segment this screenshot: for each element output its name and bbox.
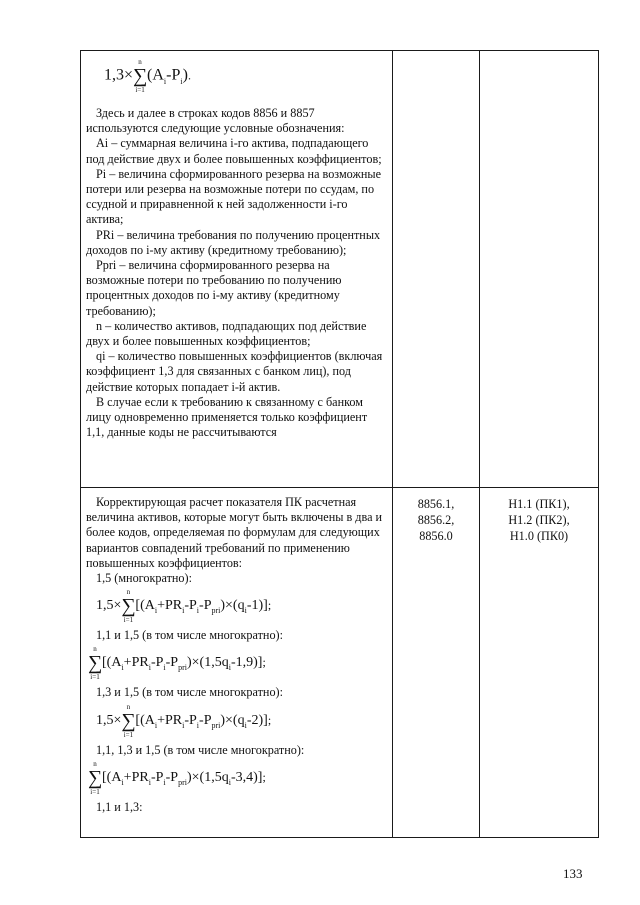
row2-intro: Корректирующая расчет показателя ПК расчетная величина активов, которые могут быть включены в два и более кодов, определяемая по формулам для следующих вариантов совпадений требований по применению повышенных коэффициентов: bbox=[86, 495, 383, 570]
row1-paragraph: PRi – величина требования по получению процентных доходов по i-му активу (кредитному требованию); bbox=[86, 227, 381, 257]
standard-item: Н1.1 (ПК1), bbox=[508, 497, 570, 511]
row2-standards-cell bbox=[480, 496, 598, 544]
formula-row1-top: 1,3× n ∑ i=1 $(A_i-P_i)$. bbox=[104, 58, 191, 94]
row1-paragraph: Ppri – величина сформированного резерва на возможные потери по требованию по получению процентных доходов по i-му активу (кредитному требованию); bbox=[86, 258, 342, 318]
code-item: 8856.1, bbox=[417, 497, 455, 511]
row1-description-cell bbox=[86, 58, 386, 440]
code-item: 8856.0 bbox=[419, 529, 453, 543]
case5-label: 1,1 и 1,3: bbox=[96, 799, 143, 814]
formula-case4: n ∑ i=1 $[(A_i+PR_i-P_i-P_{pri})\times(1,5q_i-3,4)]$; bbox=[88, 759, 266, 796]
row1-paragraph: Ai – суммарная величина i-го актива, подпадающего под действие двух и более повышенных коэффициентов; bbox=[86, 136, 382, 166]
case2-label: 1,1 и 1,5 (в том числе многократно): bbox=[96, 628, 283, 643]
sigma-symbol: n ∑ i=1 bbox=[133, 58, 148, 94]
table-border-top bbox=[80, 50, 599, 51]
row2-description-cell bbox=[86, 495, 386, 815]
row1-paragraph: Pi – величина сформированного резерва на возможные потери или резерва на возможные потери по ссудам, по ссудной и приравненной к ней задолженности i-го актива; bbox=[86, 166, 381, 227]
standard-item: Н1.2 (ПК2), bbox=[508, 513, 570, 527]
case4-label: 1,1, 1,3 и 1,5 (в том числе многократно): bbox=[96, 742, 305, 757]
row1-paragraph: Здесь и далее в строках кодов 8856 и 8857 используются следующие условные обозначения: bbox=[86, 106, 345, 136]
row1-paragraph: qi – количество повышенных коэффициентов (включая коэффициент 1,3 для связанных с банком лиц), под действие которых попадает i-й актив. bbox=[86, 349, 383, 394]
code-item: 8856.2, bbox=[417, 513, 455, 527]
formula-case2: n ∑ i=1 $[(A_i+PR_i-P_i-P_{pri})\times(1,5q_i-1,9)]$; bbox=[88, 645, 266, 682]
case1-label: 1,5 (многократно): bbox=[96, 571, 192, 586]
row1-paragraph: В случае если к требованию к связанному с банком лицу одновременно применяется только коэффициент 1,1, данные коды не рассчитываются bbox=[86, 394, 368, 440]
table-border-right bbox=[598, 50, 599, 838]
formula-case1: 1,5× n ∑ i=1 $[(A_i+PR_i-P_i-P_{pri})\times(q_i-1)]$; bbox=[96, 588, 272, 625]
table-border-bottom bbox=[80, 837, 599, 838]
case3-label: 1,3 и 1,5 (в том числе многократно): bbox=[96, 685, 283, 700]
standard-item: Н1.0 (ПК0) bbox=[509, 529, 569, 543]
formula-case3: 1,5× n ∑ i=1 $[(A_i+PR_i-P_i-P_{pri})\times(q_i-2)]$; bbox=[96, 702, 272, 739]
table-border-left bbox=[80, 50, 81, 838]
row1-paragraph: n – количество активов, подпадающих под действие двух и более повышенных коэффициентов; bbox=[86, 318, 367, 349]
table-divider-2 bbox=[479, 50, 480, 838]
table-divider-1 bbox=[392, 50, 393, 838]
page-number: 133 bbox=[563, 866, 583, 881]
table-row-separator bbox=[80, 487, 599, 488]
row2-codes-cell bbox=[393, 496, 479, 544]
